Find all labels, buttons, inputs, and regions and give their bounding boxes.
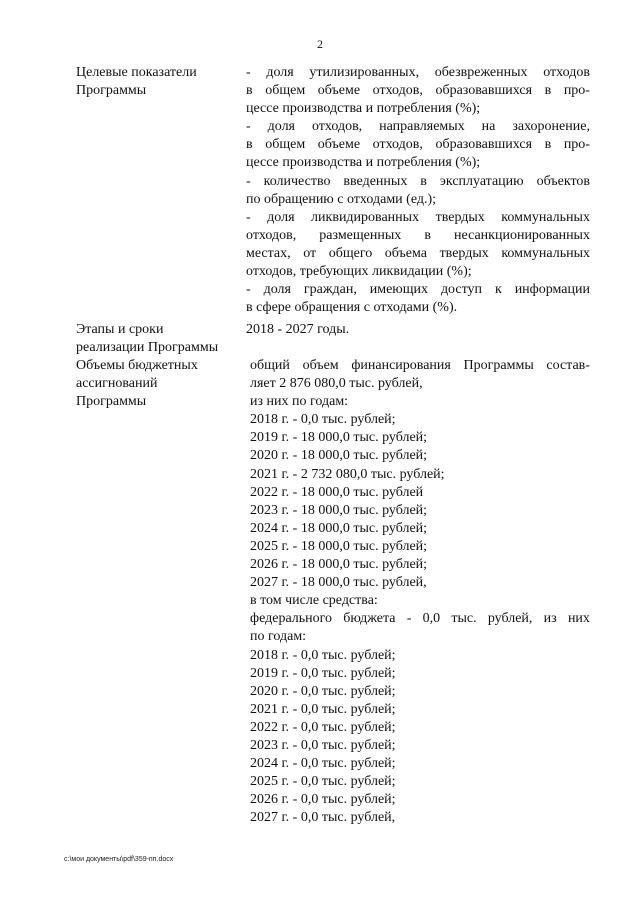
content-line: 2020 г. - 0,0 тыс. рублей; (250, 683, 396, 699)
word: общего (328, 245, 373, 261)
content-line (250, 357, 590, 375)
word: отходов (543, 65, 590, 80)
label-line: Этапы и сроки (76, 322, 164, 337)
word: к (494, 282, 502, 298)
word: информации (514, 282, 590, 298)
content-line (250, 610, 590, 628)
page-number: 2 (317, 37, 323, 51)
content-line: 2022 г. - 18 000,0 тыс. рублей (250, 484, 424, 500)
word: доступ (440, 282, 483, 298)
row-content (246, 64, 590, 317)
word: общем (265, 137, 306, 153)
word: размещенных (319, 227, 402, 243)
word: - (406, 611, 412, 627)
word: объеме (317, 137, 361, 153)
row-content (250, 357, 590, 827)
content-line: по годам: (250, 629, 307, 645)
content-line: из них по годам: (250, 394, 349, 410)
label-line: Объемы бюджетных (76, 358, 198, 373)
label-line: Целевые показатели (76, 65, 197, 80)
word: объектов (536, 173, 590, 189)
content-line: 2024 г. - 0,0 тыс. рублей; (250, 756, 396, 772)
word: - (246, 173, 251, 189)
word: из (543, 611, 557, 627)
word: объема (384, 245, 427, 261)
content-line: 2025 г. - 0,0 тыс. рублей; (250, 774, 396, 790)
word: объем (302, 358, 339, 373)
word: количество (263, 173, 331, 189)
content-line (246, 245, 590, 263)
word: коммунальных (501, 245, 590, 261)
word: - (246, 65, 251, 80)
content-line: 2019 г. - 18 000,0 тыс. рублей; (250, 430, 428, 446)
content-line: 2025 г. - 18 000,0 тыс. рублей; (250, 538, 428, 554)
content-line: 2021 г. - 0,0 тыс. рублей; (250, 701, 396, 717)
word: в (544, 83, 552, 99)
word: объеме (317, 83, 361, 99)
word: доля (266, 65, 294, 80)
word: отходов, (246, 227, 297, 243)
word: - (246, 209, 251, 225)
word: твердых (439, 245, 489, 261)
word: отходов, (372, 137, 423, 153)
word: захоронение, (512, 119, 590, 135)
word: - (246, 119, 251, 135)
word: эксплуатацию (439, 173, 524, 189)
word: направляемых (379, 119, 465, 135)
content-line (246, 136, 590, 154)
content-line: 2027 г. - 0,0 тыс. рублей, (250, 810, 396, 826)
word: состав- (546, 358, 590, 373)
word: в (420, 173, 427, 189)
content-line (246, 118, 590, 136)
word: коммунальных (501, 209, 590, 225)
word: общий (250, 358, 290, 373)
label-line: Программы (76, 394, 147, 409)
word: несанкционированных (454, 227, 590, 243)
content-line (246, 227, 590, 245)
word: тыс. (451, 611, 477, 627)
word: на (481, 119, 496, 135)
word: доля (267, 119, 295, 135)
content-line: по обращению с отходами (ед.); (246, 191, 437, 207)
word: финансирования (351, 358, 451, 373)
word: доля (263, 282, 291, 298)
content-line: 2018 г. - 0,0 тыс. рублей; (250, 412, 396, 428)
word: отходов, (372, 83, 423, 99)
word: утилизированных, (309, 65, 420, 80)
word: твердых (435, 209, 485, 225)
content-line: 2018 г. - 0,0 тыс. рублей; (250, 647, 396, 663)
content-line (246, 281, 590, 299)
word: отходов, (311, 119, 363, 135)
content-line: 2019 г. - 0,0 тыс. рублей; (250, 665, 396, 681)
content-line: 2018 - 2027 годы. (246, 322, 350, 337)
content-line: 2026 г. - 18 000,0 тыс. рублей; (250, 557, 428, 573)
word: образовавшихся (435, 83, 533, 99)
content-line: 2023 г. - 18 000,0 тыс. рублей; (250, 502, 428, 518)
content-line (246, 82, 590, 100)
word: федерального (250, 611, 333, 627)
row-label (76, 64, 236, 100)
word: от (303, 245, 317, 261)
row-label (76, 357, 236, 411)
label-line: ассигнований (76, 376, 158, 391)
word: рублей, (487, 611, 533, 627)
word: местах, (246, 245, 291, 261)
content-line: в том числе средства: (250, 593, 378, 609)
content-line: 2020 г. - 18 000,0 тыс. рублей; (250, 448, 428, 464)
footer-file-path: c:\мои документы\pdf\359-пп.docx (64, 856, 174, 863)
label-line: реализации Программы (76, 340, 219, 355)
word: ликвидированных (311, 209, 420, 225)
word: в (246, 137, 253, 153)
content-line: 2023 г. - 0,0 тыс. рублей; (250, 737, 396, 753)
word: них (567, 611, 590, 627)
content-line (246, 209, 590, 227)
row-content (246, 321, 590, 339)
row-label (76, 321, 236, 357)
content-line (246, 64, 590, 82)
content-line: цессе производства и потребления (%); (246, 155, 481, 171)
word: - (246, 282, 251, 298)
word: 0,0 (422, 611, 441, 627)
word: образовавшихся (435, 137, 533, 153)
content-line: 2024 г. - 18 000,0 тыс. рублей; (250, 520, 428, 536)
content-line: отходов, требующих ликвидации (%); (246, 264, 472, 280)
content-line: 2021 г. - 2 732 080,0 тыс. рублей; (250, 466, 445, 482)
word: общем (265, 83, 306, 99)
content-line: ляет 2 876 080,0 тыс. рублей, (250, 376, 423, 392)
word: доля (267, 209, 295, 225)
word: в (544, 137, 552, 153)
content-line (246, 173, 590, 191)
word: в (424, 227, 431, 243)
content-line: 2027 г. - 18 000,0 тыс. рублей, (250, 575, 427, 591)
word: бюджета (343, 611, 396, 627)
word: про- (563, 83, 590, 99)
content-line: в сфере обращения с отходами (%). (246, 300, 458, 316)
content-line: 2022 г. - 0,0 тыс. рублей; (250, 719, 396, 735)
word: обезвреженных (434, 65, 528, 80)
word: введенных (343, 173, 408, 189)
label-line: Программы (76, 83, 147, 98)
word: имеющих (369, 282, 429, 298)
word: Программы (463, 358, 534, 373)
content-line: 2026 г. - 0,0 тыс. рублей; (250, 792, 396, 808)
content-line: цессе производства и потребления (%); (246, 101, 481, 117)
word: граждан, (303, 282, 357, 298)
word: в (246, 83, 253, 99)
word: про- (563, 137, 590, 153)
